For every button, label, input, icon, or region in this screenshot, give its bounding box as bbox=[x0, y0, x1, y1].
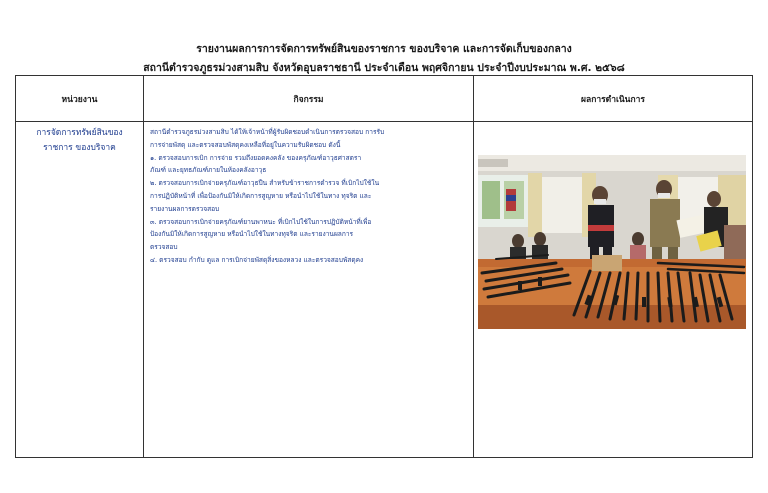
activity-line: ๓. ตรวจสอบการเบิกจ่ายครุภัณฑ์ยานพาหนะ ที่เบิกไปใช้ในการปฏิบัติหน้าที่เพื่อ bbox=[150, 217, 372, 226]
activity-line: การปฏิบัติหน้าที่ เพื่อป้องกันมิให้เกิดการสูญหาย หรือนำไปใช้ในทาง ทุจริต และ bbox=[150, 191, 372, 200]
activity-line: ภัณฑ์ และยุทธภัณฑ์ภายในห้องคลังอาวุธ bbox=[150, 166, 267, 175]
activity-line: ป้องกันมิให้เกิดการสูญหาย หรือนำไปใช้ในทางทุจริต และรายงานผลการ bbox=[150, 230, 354, 239]
activity-line: ตรวจสอบ bbox=[150, 243, 178, 252]
activity-line: สถานีตำรวจภูธรม่วงสามสิบ ได้ให้เจ้าหน้าที่ผู้รับผิดชอบดำเนินการตรวจสอบ การรับ bbox=[150, 128, 385, 136]
activity-line: ๔. ตรวจสอบ กำกับ ดูแล การเบิกจ่ายพัสดุสิ่งของหลวง และตรวจสอบพัสดุคง bbox=[150, 255, 364, 264]
header-activity: กิจกรรม bbox=[144, 76, 474, 122]
activity-cell bbox=[144, 122, 474, 458]
header-row bbox=[16, 76, 753, 122]
result-cell bbox=[474, 122, 753, 458]
report-table bbox=[15, 75, 753, 458]
unit-line: การจัดการทรัพย์สินของ bbox=[36, 128, 123, 138]
unit-cell bbox=[16, 122, 144, 458]
activity-line: รายงานผลการตรวจสอบ bbox=[150, 204, 220, 213]
activity-line: การจ่ายพัสดุ และตรวจสอบพัสดุคงเหลือที่อยู่ในความรับผิดชอบ ดังนี้ bbox=[150, 140, 341, 149]
inspection-photo bbox=[478, 155, 746, 329]
unit-line: ราชการ ของบริจาค bbox=[43, 143, 116, 153]
activity-line: ๑. ตรวจสอบการเบิก การจ่าย รวมถึงยอดคงคลัง ของครุภัณฑ์อาวุธศาสตรา bbox=[150, 153, 362, 162]
report-title: รายงานผลการการจัดการทรัพย์สินของราชการ ของบริจาค และการจัดเก็บของกลาง bbox=[196, 43, 572, 55]
activity-line: ๒. ตรวจสอบการเบิกจ่ายครุภัณฑ์อาวุธปืน สำหรับข้าราชการตำรวจ ที่เบิกไปใช้ใน bbox=[150, 179, 380, 188]
table-row bbox=[16, 122, 753, 458]
report-subtitle: สถานีตำรวจภูธรม่วงสามสิบ จังหวัดอุบลราชธานี ประจำเดือน พฤศจิกายน ประจำปีงบประมาณ พ.ศ. ๒๕๖๘ bbox=[143, 62, 625, 74]
header-unit: หน่วยงาน bbox=[16, 76, 144, 122]
header-result: ผลการดำเนินการ bbox=[474, 76, 753, 122]
